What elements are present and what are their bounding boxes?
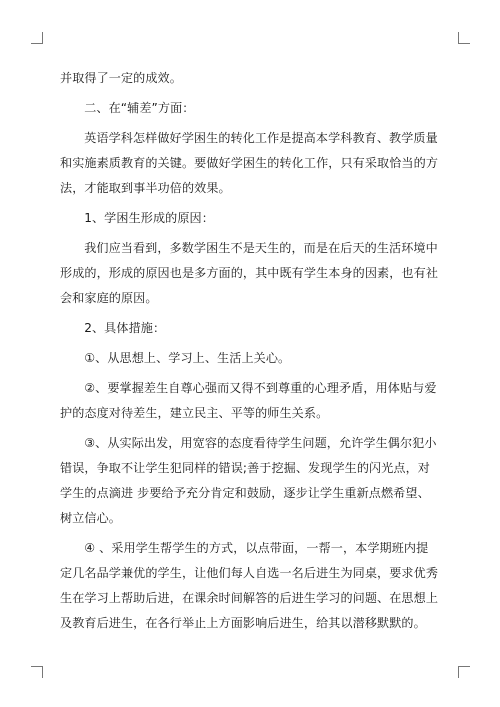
crop-mark-bottom-left bbox=[31, 666, 43, 678]
subsection-heading: 1、学困生形成的原因： bbox=[84, 211, 214, 225]
crop-mark-top-left bbox=[31, 32, 43, 44]
crop-mark-top-right bbox=[458, 32, 470, 44]
document-body bbox=[60, 66, 440, 641]
paragraph: 并取得了一定的成效。 bbox=[60, 71, 182, 85]
subsection-heading: 2、具体措施： bbox=[84, 321, 166, 335]
list-item: ②、要掌握差生自尊心强而又得不到尊重的心理矛盾，用体贴与爱护的态度对待差生，建立民主、平等的师生关系。 bbox=[60, 381, 437, 420]
list-item: ④ 、采用学生帮学生的方式，以点带面，一帮一，本学期班内提定几名品学兼优的学生，让他们每人自选一名后进生为同桌，要求优秀生在学习上帮助后进，在课余时间解答的后进生学习的问题、在思想上及教育后进生，在各行举止上方面影响后进生，给其以潜移默默的。 bbox=[60, 541, 439, 630]
crop-mark-bottom-right bbox=[458, 666, 470, 678]
list-item: ③、从实际出发，用宽容的态度看待学生问题，允许学生偶尔犯小错误，争取不让学生犯同样的错误;善于挖掘、发现学生的闪光点，对学生的点滴进 步要给予充分肯定和鼓励，逐步让学生重新点燃希望、树立信心。 bbox=[60, 436, 437, 525]
paragraph: 我们应当看到，多数学困生不是天生的，而是在后天的生活环境中形成的，形成的原因也是多方面的，其中既有学生本身的因素，也有社会和家庭的原因。 bbox=[60, 241, 439, 305]
section-heading: 二、在“辅差”方面： bbox=[84, 101, 195, 115]
paragraph: 英语学科怎样做好学困生的转化工作是提高本学科教育、教学质量和实施素质教育的关键。要做好学困生的转化工作，只有采取恰当的方法，才能取到事半功倍的效果。 bbox=[60, 131, 439, 195]
list-item: ①、从思想上、学习上、生活上关心。 bbox=[84, 351, 291, 365]
